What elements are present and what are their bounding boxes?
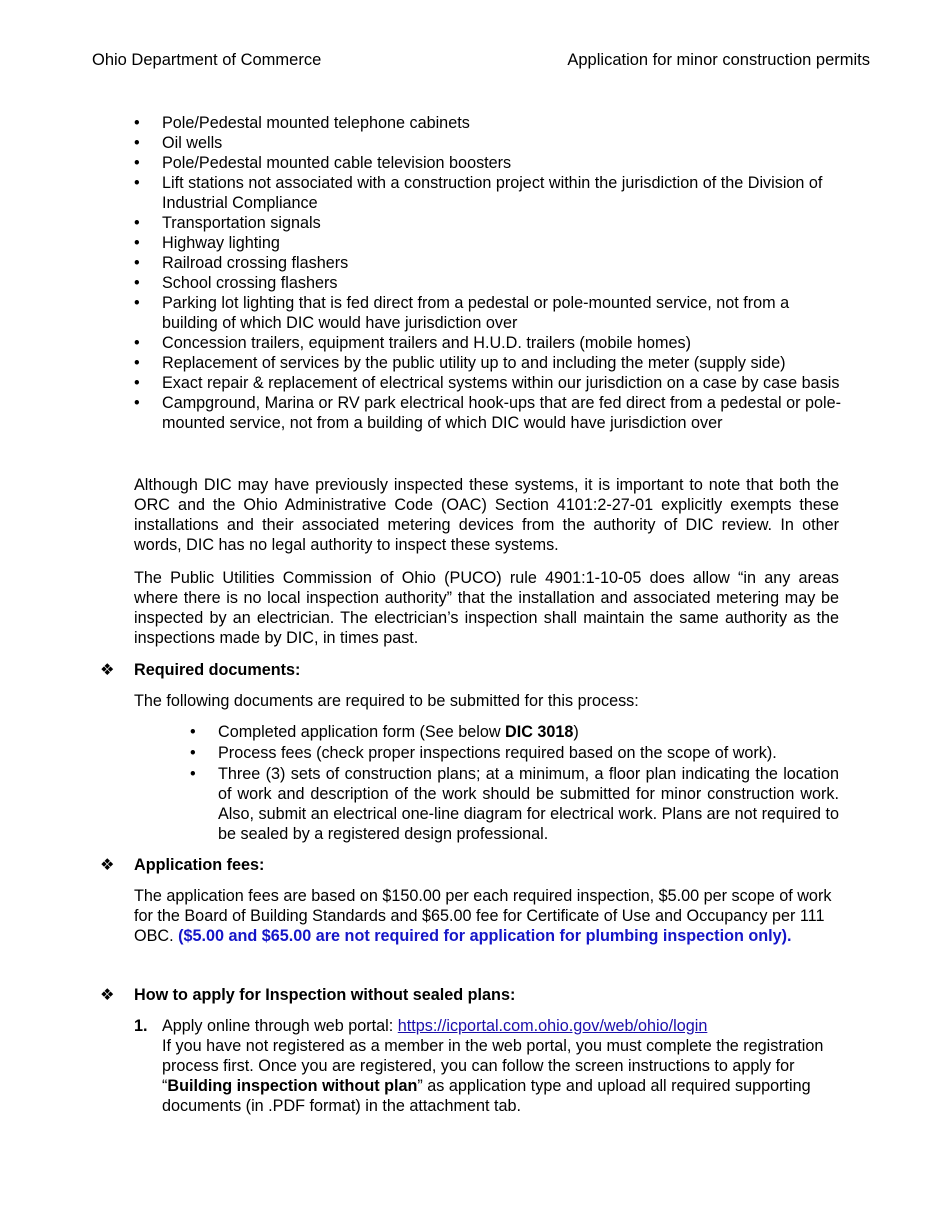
bullet-icon: • [134, 274, 140, 292]
list-item: • Three (3) sets of construction plans; at a minimum, a floor plan indicating the location of work and description of the work should be submitted for minor construction work. Also, submit an electrical one-line diagram for electrical work. Plans are not required to be sealed by a registered design professional. [190, 765, 839, 843]
bullet-icon: • [134, 234, 140, 252]
puco-rule-paragraph: The Public Utilities Commission of Ohio (PUCO) rule 4901:1-10-05 does allow “in any areas where there is no local inspection authority” that the installation and associated metering may be inspected by an electrician. The electrician’s inspection shall maintain the same authority as the inspections made by DIC, in times past. [134, 569, 839, 647]
diamond-bullet-icon: ❖ [100, 661, 115, 679]
diamond-bullet-icon: ❖ [100, 986, 115, 1004]
bullet-icon: • [134, 374, 140, 392]
application-type: Building inspection without plan [167, 1077, 418, 1095]
bullet-icon: • [134, 294, 140, 312]
step-text: Apply online through web portal: https://icportal.com.ohio.gov/web/ohio/login If you have not registered as a member in the web portal, you must complete the registration process first. Once you are registered, you can follow the screen instructions to apply for “Building inspection without plan” as application type and upload all required supporting documents (in .PDF format) in the attachment tab. [162, 1017, 824, 1115]
bullet-icon: • [134, 154, 140, 172]
application-fees-heading: ❖ Application fees: [100, 856, 265, 874]
list-item: • Lift stations not associated with a construction project within the jurisdiction of the Division of Industrial Compliance [134, 174, 823, 212]
list-item: • Transportation signals [134, 214, 321, 232]
required-documents-heading: ❖ Required documents: [100, 661, 301, 679]
list-item: • Oil wells [134, 134, 223, 152]
bullet-icon: • [134, 174, 140, 192]
page-header [92, 50, 870, 72]
how-to-apply-steps [134, 1016, 842, 1116]
how-to-apply-heading: ❖ How to apply for Inspection without sealed plans: [100, 986, 516, 1004]
list-item: • Highway lighting [134, 234, 280, 252]
bullet-icon: • [134, 134, 140, 152]
bullet-icon: • [190, 723, 196, 741]
list-item: • School crossing flashers [134, 274, 338, 292]
list-item: • Pole/Pedestal mounted cable television boosters [134, 154, 512, 172]
list-item: • Exact repair & replacement of electrical systems within our jurisdiction on a case by case basis [134, 374, 840, 392]
header-department: Ohio Department of Commerce [92, 51, 322, 69]
bullet-icon: • [134, 354, 140, 372]
list-item: • Campground, Marina or RV park electrical hook-ups that are fed direct from a pedestal or pole-mounted service, not from a building of which DIC would have jurisdiction over [134, 394, 842, 432]
list-item: • Parking lot lighting that is fed direct from a pedestal or pole-mounted service, not from a building of which DIC would have jurisdiction over [134, 294, 790, 332]
list-item: • Pole/Pedestal mounted telephone cabinets [134, 114, 470, 132]
list-item: • Railroad crossing flashers [134, 254, 349, 272]
dic-authority-paragraph: Although DIC may have previously inspected these systems, it is important to note that both the ORC and the Ohio Administrative Code (OAC) Section 4101:2-27-01 explicitly exempts these installations and their associated metering devices from the authority of DIC review. In other words, DIC has no legal authority to inspect these systems. [134, 476, 839, 554]
list-item: • Process fees (check proper inspections required based on the scope of work). [190, 744, 777, 762]
bullet-icon: • [190, 765, 196, 783]
list-item: • Replacement of services by the public utility up to and including the meter (supply side) [134, 354, 786, 372]
required-documents-list [190, 722, 839, 845]
list-item: • Completed application form (See below DIC 3018) [190, 723, 579, 741]
bullet-icon: • [134, 334, 140, 352]
exempt-installations-list [134, 113, 842, 433]
diamond-bullet-icon: ❖ [100, 856, 115, 874]
header-document-title: Application for minor construction permits [567, 51, 870, 69]
step-number: 1. [134, 1017, 148, 1035]
required-documents-intro: The following documents are required to be submitted for this process: [134, 692, 639, 710]
bullet-icon: • [134, 114, 140, 132]
bullet-icon: • [134, 254, 140, 272]
list-item: • Concession trailers, equipment trailers and H.U.D. trailers (mobile homes) [134, 334, 691, 352]
fees-note: ($5.00 and $65.00 are not required for application for plumbing inspection only). [178, 927, 792, 945]
bullet-icon: • [190, 744, 196, 762]
web-portal-link[interactable]: https://icportal.com.ohio.gov/web/ohio/login [397, 1017, 708, 1035]
bullet-icon: • [134, 214, 140, 232]
bullet-icon: • [134, 394, 140, 412]
application-fees-text: The application fees are based on $150.00 per each required inspection, $5.00 per scope of work for the Board of Building Standards and $65.00 fee for Certificate of Use and Occupancy per 111 OBC. ($5.00 and $65.00 are not required for application for plumbing inspection only). [134, 887, 832, 945]
form-number: DIC 3018 [505, 723, 574, 741]
